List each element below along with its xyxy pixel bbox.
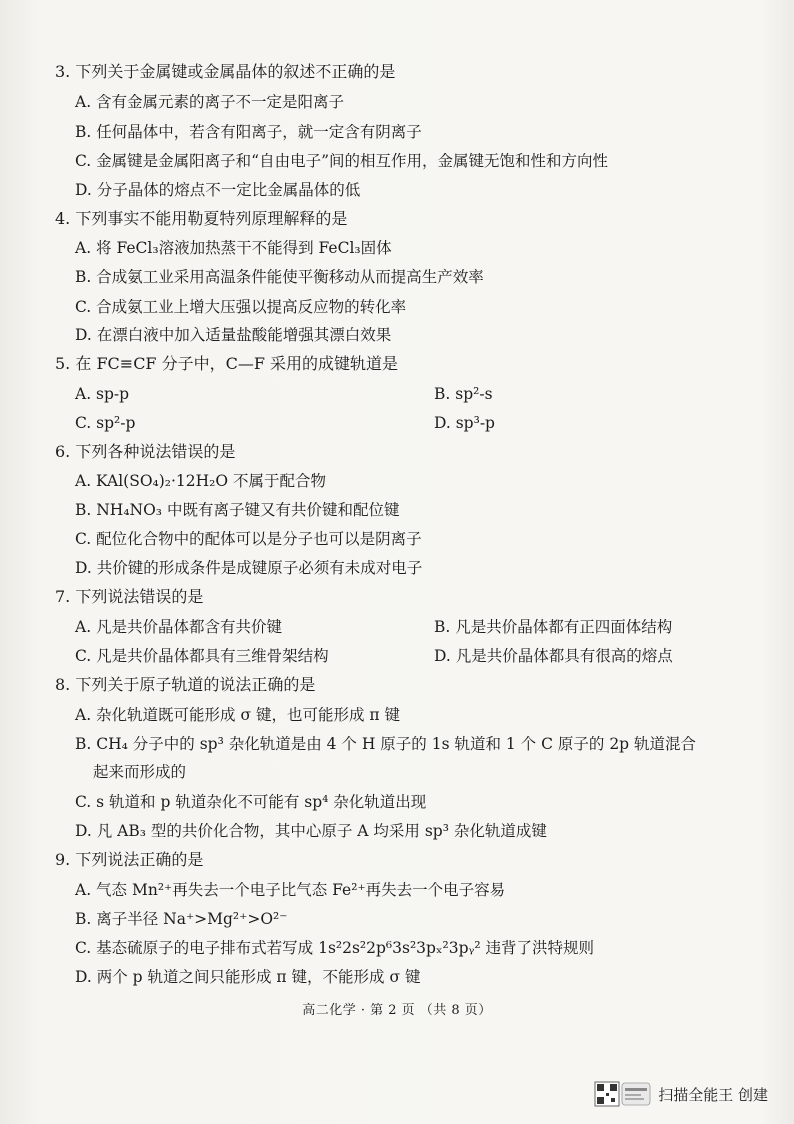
question-7-stem: 7. 下列说法错误的是 xyxy=(55,587,204,606)
question-6-option-d: D. 共价键的形成条件是成键原子必须有未成对电子 xyxy=(75,559,423,577)
question-6-option-a: A. KAl(SO₄)₂·12H₂O 不属于配合物 xyxy=(75,472,327,490)
question-8-stem: 8. 下列关于原子轨道的说法正确的是 xyxy=(55,675,316,694)
question-4-option-a: A. 将 FeCl₃溶液加热蒸干不能得到 FeCl₃固体 xyxy=(75,239,392,257)
question-3-stem: 3. 下列关于金属键或金属晶体的叙述不正确的是 xyxy=(55,62,396,81)
watermark-text: 扫描全能王 创建 xyxy=(658,1085,768,1104)
scanner-watermark xyxy=(594,1081,768,1107)
question-4-option-c: C. 合成氨工业上增大压强以提高反应物的转化率 xyxy=(75,298,407,316)
question-5-option-a: A. sp-p xyxy=(75,385,130,403)
question-3-option-b: B. 任何晶体中，若含有阳离子，就一定含有阴离子 xyxy=(75,123,422,141)
question-7-option-a: A. 凡是共价晶体都含有共价键 xyxy=(75,618,283,636)
question-8-option-a: A. 杂化轨道既可能形成 σ 键，也可能形成 π 键 xyxy=(75,706,401,724)
question-5-option-b: B. sp²-s xyxy=(434,385,493,403)
question-9-option-c: C. 基态硫原子的电子排布式若写成 1s²2s²2p⁶3s²3pₓ²3pᵧ² 违背了洪特规则 xyxy=(75,939,595,957)
question-3-option-c: C. 金属键是金属阳离子和“自由电子”间的相互作用，金属键无饱和性和方向性 xyxy=(75,152,609,170)
question-4-option-d: D. 在漂白液中加入适量盐酸能增强其漂白效果 xyxy=(75,326,392,344)
page-footer: 高二化学 · 第 2 页 （共 8 页） xyxy=(302,1003,492,1018)
question-4-stem: 4. 下列事实不能用勒夏特列原理解释的是 xyxy=(55,209,348,228)
question-7-option-c: C. 凡是共价晶体都具有三维骨架结构 xyxy=(75,647,329,665)
question-9-stem: 9. 下列说法正确的是 xyxy=(55,850,204,869)
question-8-option-d: D. 凡 AB₃ 型的共价化合物，其中心原子 A 均采用 sp³ 杂化轨道成键 xyxy=(75,822,547,840)
question-7-option-b: B. 凡是共价晶体都有正四面体结构 xyxy=(434,618,673,636)
question-9-option-b: B. 离子半径 Na⁺>Mg²⁺>O²⁻ xyxy=(75,910,288,928)
question-5-stem: 5. 在 FC≡CF 分子中，C—F 采用的成键轨道是 xyxy=(55,354,399,373)
question-9-option-a: A. 气态 Mn²⁺再失去一个电子比气态 Fe²⁺再失去一个电子容易 xyxy=(75,881,506,899)
question-3-option-d: D. 分子晶体的熔点不一定比金属晶体的低 xyxy=(75,181,361,199)
question-9-option-d: D. 两个 p 轨道之间只能形成 π 键，不能形成 σ 键 xyxy=(75,968,421,986)
question-8-option-c: C. s 轨道和 p 轨道杂化不可能有 sp⁴ 杂化轨道出现 xyxy=(75,793,427,811)
question-8-option-b: B. CH₄ 分子中的 sp³ 杂化轨道是由 4 个 H 原子的 1s 轨道和 1 个 C 原子的 2p 轨道混合 xyxy=(75,735,697,753)
question-5-option-d: D. sp³-p xyxy=(434,414,495,432)
question-3-option-a: A. 含有金属元素的离子不一定是阳离子 xyxy=(75,93,345,111)
question-6-stem: 6. 下列各种说法错误的是 xyxy=(55,442,236,461)
question-5-option-c: C. sp²-p xyxy=(75,414,136,432)
question-6-option-b: B. NH₄NO₃ 中既有离子键又有共价键和配位键 xyxy=(75,501,400,519)
question-8-option-b-continuation: 起来而形成的 xyxy=(93,763,187,781)
question-6-option-c: C. 配位化合物中的配体可以是分子也可以是阴离子 xyxy=(75,530,422,548)
question-7-option-d: D. 凡是共价晶体都具有很高的熔点 xyxy=(434,647,673,665)
question-4-option-b: B. 合成氨工业采用高温条件能使平衡移动从而提高生产效率 xyxy=(75,268,484,286)
camscanner-logo-icon xyxy=(594,1081,652,1107)
